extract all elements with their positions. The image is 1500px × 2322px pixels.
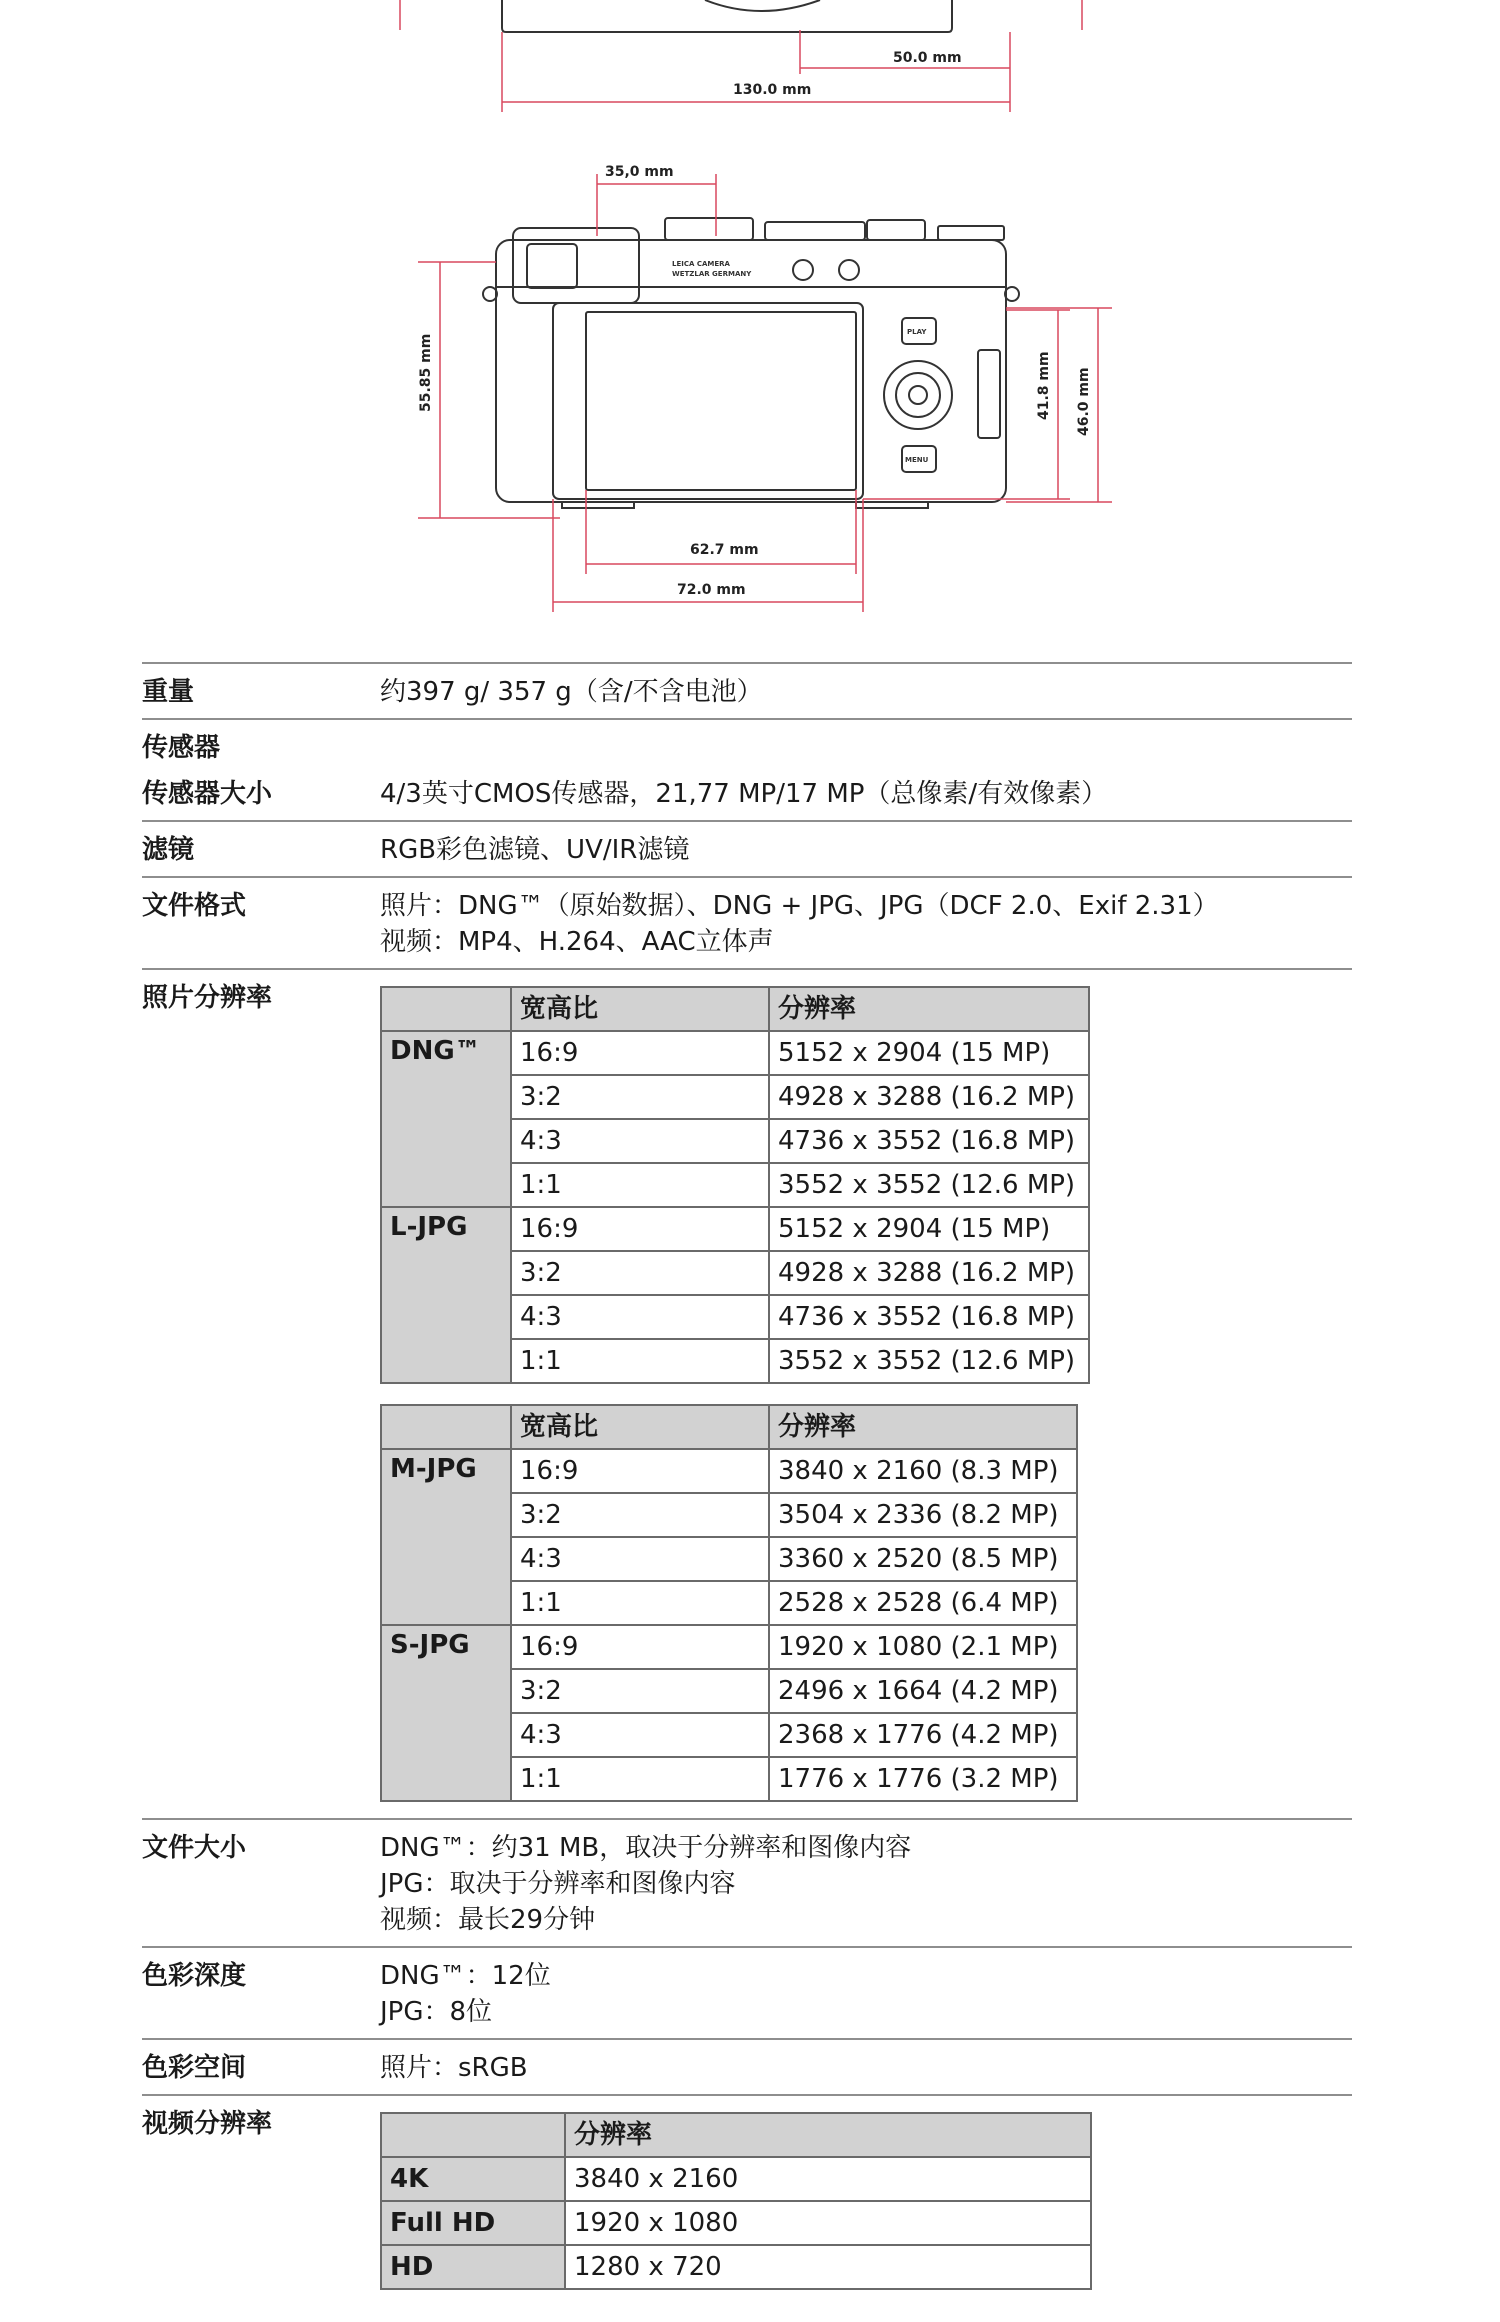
ratio-cell: 16:9: [511, 1449, 769, 1493]
header-ratio: 宽高比: [511, 987, 769, 1031]
ratio-cell: 4:3: [511, 1713, 769, 1757]
resolution-cell: 2496 x 1664 (4.2 MP): [769, 1669, 1077, 1713]
dim-72: 72.0 mm: [677, 582, 746, 598]
resolution-cell: 4736 x 3552 (16.8 MP): [769, 1295, 1089, 1339]
spec-section-sensor: [142, 718, 1352, 774]
spec-row-photo-resolution: [142, 968, 1352, 1818]
resolution-cell: 3840 x 2160 (8.3 MP): [769, 1449, 1077, 1493]
spec-value: 照片：sRGB: [380, 2053, 528, 2083]
spec-label: 滤镜: [142, 835, 195, 865]
dim-55-85: 55.85 mm: [418, 333, 434, 412]
table-row: [381, 1207, 1089, 1251]
ratio-cell: 1:1: [511, 1339, 769, 1383]
resolution-cell: 3552 x 3552 (12.6 MP): [769, 1339, 1089, 1383]
play-label: PLAY: [907, 328, 927, 336]
table-row: [381, 2157, 1091, 2201]
value-line: 照片：DNG™（原始数据）、DNG + JPG、JPG（DCF 2.0、Exif 2.31）: [380, 891, 1219, 921]
spec-label: 文件大小: [142, 1833, 247, 1863]
resolution-cell: 1280 x 720: [565, 2245, 1091, 2289]
ratio-cell: 4:3: [511, 1119, 769, 1163]
ratio-cell: 3:2: [511, 1251, 769, 1295]
spec-row-video-resolution: [142, 2094, 1352, 2306]
resolution-cell: 5152 x 2904 (15 MP): [769, 1207, 1089, 1251]
table-row: [381, 1449, 1077, 1493]
ratio-cell: 3:2: [511, 1075, 769, 1119]
dim-35: 35,0 mm: [605, 164, 674, 180]
brand-line-2: WETZLAR GERMANY: [672, 270, 752, 278]
table-header-row: [381, 1405, 1077, 1449]
spec-row-file-size: [142, 1818, 1352, 1946]
spec-label: 视频分辨率: [142, 2109, 273, 2139]
spec-label: 传感器大小: [142, 779, 273, 809]
dimension-diagram: [0, 0, 1500, 650]
photo-resolution-table-1: [380, 986, 1090, 1384]
value-line: DNG™：12位: [380, 1961, 551, 1991]
quality-cell: HD: [381, 2245, 565, 2289]
resolution-cell: 1920 x 1080 (2.1 MP): [769, 1625, 1077, 1669]
ratio-cell: 3:2: [511, 1669, 769, 1713]
spec-value: [380, 1958, 1352, 2030]
format-cell: M-JPG: [381, 1449, 511, 1625]
menu-label: MENU: [905, 456, 929, 464]
spec-row-sensor-size: [142, 774, 1352, 820]
spec-value: [380, 1830, 1352, 1938]
quality-cell: Full HD: [381, 2201, 565, 2245]
value-line: JPG：取决于分辨率和图像内容: [380, 1869, 736, 1899]
brand-line-1: LEICA CAMERA: [672, 260, 730, 268]
spec-row-filter: [142, 820, 1352, 876]
resolution-cell: 3840 x 2160: [565, 2157, 1091, 2201]
spec-row-color-depth: [142, 1946, 1352, 2038]
spec-row-file-format: [142, 876, 1352, 968]
resolution-cell: 2368 x 1776 (4.2 MP): [769, 1713, 1077, 1757]
format-cell: S-JPG: [381, 1625, 511, 1801]
ratio-cell: 4:3: [511, 1295, 769, 1339]
format-cell: L-JPG: [381, 1207, 511, 1383]
dim-41-8: 41.8 mm: [1036, 351, 1052, 420]
resolution-cell: 2528 x 2528 (6.4 MP): [769, 1581, 1077, 1625]
header-blank: [381, 2113, 565, 2157]
ratio-cell: 3:2: [511, 1493, 769, 1537]
ratio-cell: 16:9: [511, 1207, 769, 1251]
header-blank: [381, 1405, 511, 1449]
header-ratio: 宽高比: [511, 1405, 769, 1449]
ratio-cell: 16:9: [511, 1625, 769, 1669]
table-row: [381, 2201, 1091, 2245]
photo-resolution-table-2: [380, 1404, 1078, 1802]
spec-value: 4/3英寸CMOS传感器，21,77 MP/17 MP（总像素/有效像素）: [380, 779, 1108, 809]
ratio-cell: 1:1: [511, 1163, 769, 1207]
dim-130: 130.0 mm: [733, 82, 812, 98]
header-resolution: 分辨率: [565, 2113, 1091, 2157]
table-header-row: [381, 987, 1089, 1031]
section-title: 传感器: [142, 733, 221, 763]
resolution-cell: 3552 x 3552 (12.6 MP): [769, 1163, 1089, 1207]
resolution-cell: 1920 x 1080: [565, 2201, 1091, 2245]
dim-62-7: 62.7 mm: [690, 542, 759, 558]
value-line: DNG™：约31 MB，取决于分辨率和图像内容: [380, 1833, 912, 1863]
header-blank: [381, 987, 511, 1031]
ratio-cell: 16:9: [511, 1031, 769, 1075]
ratio-cell: 4:3: [511, 1537, 769, 1581]
video-resolution-table: [380, 2112, 1092, 2290]
back-view-camera: [483, 218, 1019, 508]
spec-label: 色彩深度: [142, 1961, 247, 1991]
table-row: [381, 1625, 1077, 1669]
spec-row-weight: [142, 662, 1352, 718]
spec-label: 文件格式: [142, 891, 247, 921]
spec-value: [380, 980, 1352, 1810]
spec-label: 色彩空间: [142, 2053, 247, 2083]
value-line: 视频：MP4、H.264、AAC立体声: [380, 927, 774, 957]
spec-row-color-space: [142, 2038, 1352, 2094]
ratio-cell: 1:1: [511, 1581, 769, 1625]
spec-value: [380, 2106, 1352, 2298]
resolution-cell: 1776 x 1776 (3.2 MP): [769, 1757, 1077, 1801]
table-header-row: [381, 2113, 1091, 2157]
resolution-cell: 4928 x 3288 (16.2 MP): [769, 1251, 1089, 1295]
value-line: 视频：最长29分钟: [380, 1905, 596, 1935]
header-resolution: 分辨率: [769, 987, 1089, 1031]
top-view-camera: [502, 0, 952, 32]
dim-50: 50.0 mm: [893, 50, 962, 66]
value-line: JPG：8位: [380, 1997, 493, 2027]
dim-46: 46.0 mm: [1076, 367, 1092, 436]
quality-cell: 4K: [381, 2157, 565, 2201]
resolution-cell: 3360 x 2520 (8.5 MP): [769, 1537, 1077, 1581]
spec-value: RGB彩色滤镜、UV/IR滤镜: [380, 835, 690, 865]
format-cell: DNG™: [381, 1031, 511, 1207]
resolution-cell: 4736 x 3552 (16.8 MP): [769, 1119, 1089, 1163]
spec-value: [380, 888, 1352, 960]
spec-value: 约397 g/ 357 g（含/不含电池）: [380, 677, 763, 707]
spec-label: 重量: [142, 677, 195, 707]
spec-label: 照片分辨率: [142, 983, 273, 1013]
table-row: [381, 1031, 1089, 1075]
resolution-cell: 5152 x 2904 (15 MP): [769, 1031, 1089, 1075]
resolution-cell: 4928 x 3288 (16.2 MP): [769, 1075, 1089, 1119]
table-row: [381, 2245, 1091, 2289]
resolution-cell: 3504 x 2336 (8.2 MP): [769, 1493, 1077, 1537]
header-resolution: 分辨率: [769, 1405, 1077, 1449]
ratio-cell: 1:1: [511, 1757, 769, 1801]
spec-list: [142, 662, 1352, 2306]
